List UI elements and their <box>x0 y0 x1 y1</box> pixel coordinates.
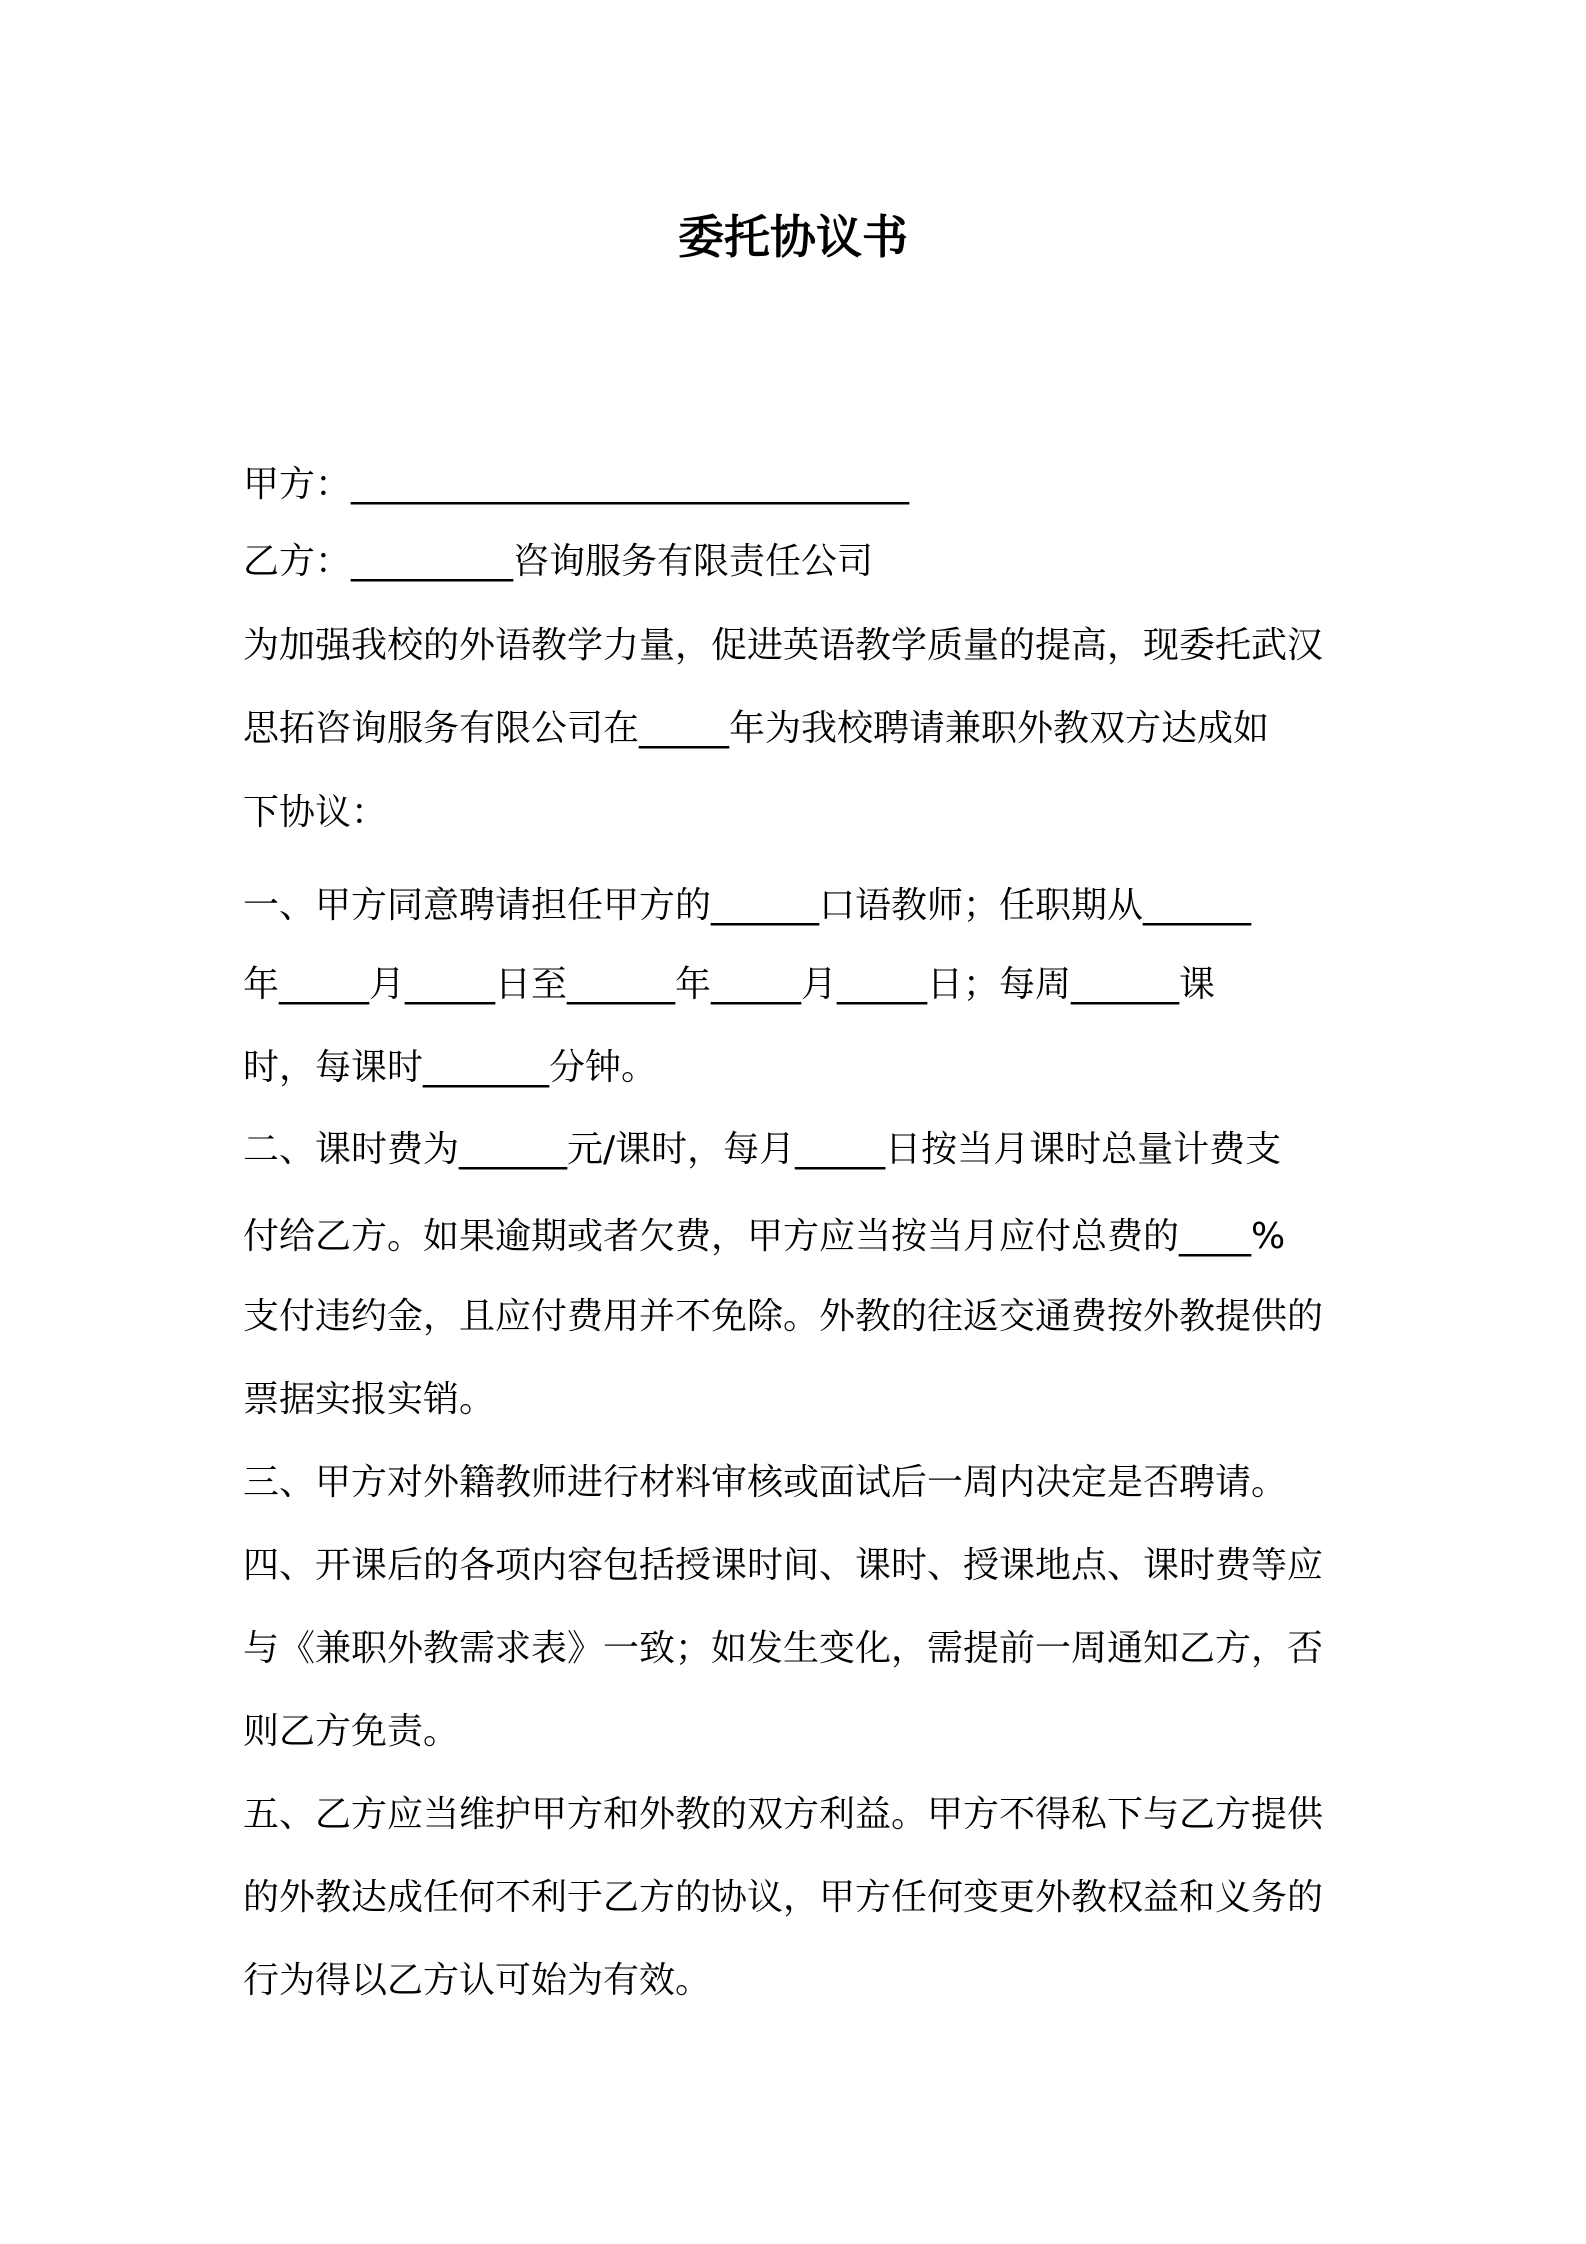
document-title: 委托协议书 <box>678 210 908 264</box>
clause-4-line-3: 则乙方免责。 <box>243 1711 460 1752</box>
clause-5-line-2: 的外教达成任何不利于乙方的协议，甲方任何变更外教权益和义务的 <box>243 1877 1324 1918</box>
party-a-line: 甲方：_______________________________ <box>243 464 910 505</box>
intro-line-1: 为加强我校的外语教学力量，促进英语教学质量的提高，现委托武汉 <box>243 625 1324 666</box>
intro-line-3: 下协议： <box>243 792 388 833</box>
clause-4-line-1: 四、开课后的各项内容包括授课时间、课时、授课地点、课时费等应 <box>243 1545 1324 1586</box>
clause-4-line-2: 与《兼职外教需求表》一致；如发生变化，需提前一周通知乙方，否 <box>243 1628 1324 1669</box>
clause-5-line-1: 五、乙方应当维护甲方和外教的双方利益。甲方不得私下与乙方提供 <box>243 1794 1324 1835</box>
clause-1-line-3: 时，每课时_______分钟。 <box>243 1047 658 1088</box>
clause-1-line-1: 一、甲方同意聘请担任甲方的______口语教师；任职期从______ <box>243 885 1252 926</box>
clause-3-line-1: 三、甲方对外籍教师进行材料审核或面试后一周内决定是否聘请。 <box>243 1462 1288 1503</box>
clause-2-line-4: 票据实报实销。 <box>243 1379 496 1420</box>
intro-line-2: 思拓咨询服务有限公司在_____年为我校聘请兼职外教双方达成如 <box>243 708 1270 749</box>
clause-5-line-3: 行为得以乙方认可始为有效。 <box>243 1960 712 2001</box>
clause-2-line-2: 付给乙方。如果逾期或者欠费，甲方应当按当月应付总费的____% <box>243 1216 1286 1257</box>
party-b-line: 乙方：_________咨询服务有限责任公司 <box>243 541 874 582</box>
clause-2-line-1: 二、课时费为______元/课时，每月_____日按当月课时总量计费支 <box>243 1129 1282 1170</box>
clause-1-line-2: 年_____月_____日至______年_____月_____日；每周______课 <box>243 964 1216 1005</box>
clause-2-line-3: 支付违约金，且应付费用并不免除。外教的往返交通费按外教提供的 <box>243 1296 1324 1337</box>
